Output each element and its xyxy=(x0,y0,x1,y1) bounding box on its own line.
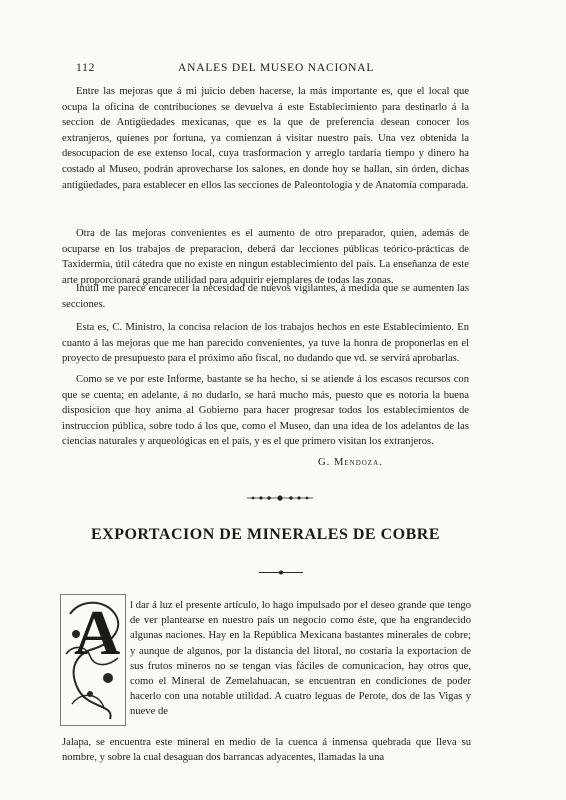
article-paragraph-start: l dar á luz el presente artículo, lo hago impulsado por el deseo grande que tengo de ver plantearse en nuestro país un negocio como éste, que ha engrandecido algunas naciones. Hay en la República Mexicana bastantes minerales de cobre; y aunque de algunos, por la distancia del litoral, no costaría la exportacion de sus frutos mineros no se tengan vías fáciles de comunicacion, hay otros que, como el Mineral de Zemelahuacan, se encuentran en condiciones de poder hacerlo con una notable utilidad. A cuatro leguas de Perote, dos de las Vigas y nueve de xyxy=(130,600,471,718)
article-paragraph-continued: Jalapa, se encuentra este mineral en medio de la cuenca á inmensa quebrada que lleva su nombre, y sobre la cual desaguan dos barrancas adyacentes, llamadas la una xyxy=(62,737,471,764)
paragraph: Esta es, C. Ministro, la concisa relacion de los trabajos hechos en este Establecimiento. En cuanto á las mejoras que me han parecido convenientes, ya tuve la honra de proponerlas en el proyecto de presupuesto para el próximo año fiscal, no dudando que vd. se servirá aprobarlas. xyxy=(62,322,469,365)
decorative-initial xyxy=(60,594,126,726)
signature: G. Mendoza. xyxy=(318,457,383,468)
paragraph: Como se ve por este Informe, bastante se ha hecho, si se atiende á los escasos recursos con que se cuenta; en adelante, á no dudarlo, se hará mucho más, puesto que es notoria la buena disposicion que hoy anima al Gobierno para hacer progresar todos los establecimientos de instruccion pública, sobre todo á los que, como el Museo, dan una idea de los adelantos de las ciencias naturales y arqueológicas en el país, y es el que primero visitan los extranjeros. xyxy=(62,374,469,448)
title-rule xyxy=(258,570,304,575)
article-title: EXPORTACION DE MINERALES DE COBRE xyxy=(90,526,440,543)
running-title: ANALES DEL MUSEO NACIONAL xyxy=(178,62,375,74)
paragraph: Inútil me parece encarecer la necesidad de nuevos vigilantes, á medida que se aumenten las secciones. xyxy=(62,283,469,310)
ornamental-divider xyxy=(245,494,315,502)
paragraph: Otra de las mejoras convenientes es el aumento de otro preparador, quien, además de ocuparse en los trabajos de preparacion, deberá dar lecciones públicas teórico-prácticas de Taxidermia, útil cátedra que no existe en ningun establecimiento del país. La enseñanza de este arte proporcionará grande utilidad para adquirir ejemplares de todas las zonas. xyxy=(62,228,469,286)
page-number: 112 xyxy=(76,62,96,74)
dropcap-letter: A xyxy=(74,597,121,668)
paragraph: Entre las mejoras que á mi juicio deben hacerse, la más importante es, que el local que ocupa la oficina de contribuciones se devuelva á este Establecimiento para destinarlo á la seccion de Antigüedades mexicanas, que es la que de preferencia desean conocer los extranjeros, quienes por fortuna, ya comienzan á visitar nuestro país. Una vez obtenida la desocupacion de ese extenso local, cuya trasformacion y arreglo tardaría tiempo y dinero ha costado al Museo, podrán aprovecharse los salones, en donde hoy se hallan, sin órden, dichas antigüedades, para establecer en ellos las secciones de Paleontología y de Anatomía comparada. xyxy=(62,86,469,191)
